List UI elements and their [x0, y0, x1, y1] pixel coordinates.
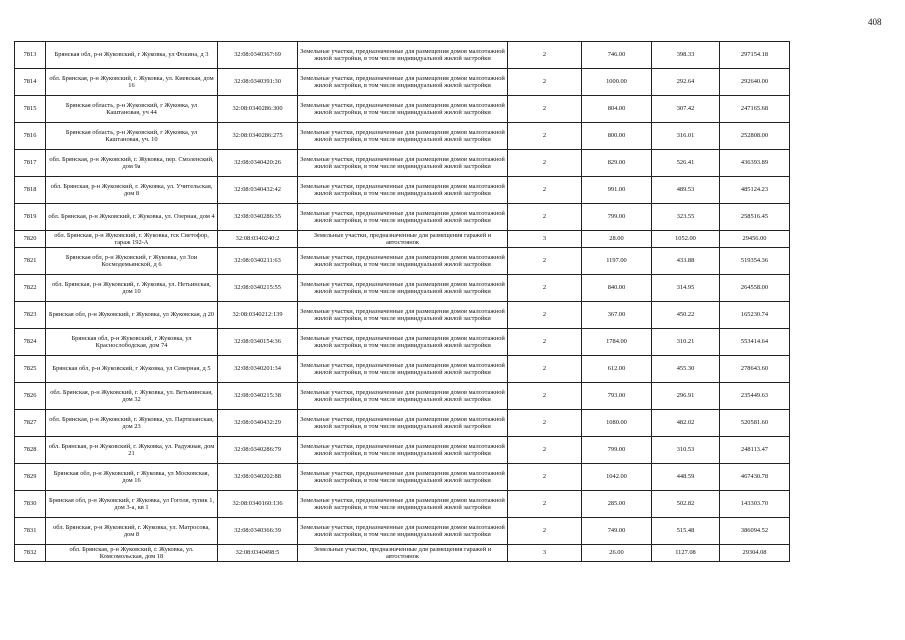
specific-value-cell: 502.82	[652, 491, 720, 518]
group-cell: 2	[508, 437, 582, 464]
address-cell: обл. Брянская, р-н Жуковский, г. Жуковка, ул. Партизанская, дом 23	[46, 410, 218, 437]
cadastral-number-cell: 32:08:0340498:5	[218, 545, 298, 562]
specific-value-cell: 433.88	[652, 248, 720, 275]
group-cell: 2	[508, 410, 582, 437]
group-cell: 2	[508, 464, 582, 491]
specific-value-cell: 1127.08	[652, 545, 720, 562]
address-cell: обл. Брянская, р-н Жуковский, г. Жуковка, ул. Учительская, дом 8	[46, 177, 218, 204]
cadastral-value-cell: 165230.74	[720, 302, 790, 329]
group-cell: 2	[508, 491, 582, 518]
land-use-cell: Земельные участки, предназначенные для размещения домов малоэтажной жилой застройки, в том числе индивидуальной жилой застройки	[298, 302, 508, 329]
specific-value-cell: 482.02	[652, 410, 720, 437]
area-cell: 612.00	[582, 356, 652, 383]
row-number-cell: 7827	[15, 410, 46, 437]
group-cell: 2	[508, 42, 582, 69]
land-use-cell: Земельные участки, предназначенные для размещения домов малоэтажной жилой застройки, в том числе индивидуальной жилой застройки	[298, 410, 508, 437]
area-cell: 28.00	[582, 231, 652, 248]
table-row	[15, 518, 881, 545]
cadastral-number-cell: 32:08:0340286:275	[218, 123, 298, 150]
land-use-cell: Земельные участки, предназначенные для размещения домов малоэтажной жилой застройки, в том числе индивидуальной жилой застройки	[298, 356, 508, 383]
table-row	[15, 545, 881, 562]
group-cell: 2	[508, 96, 582, 123]
land-use-cell: Земельные участки, предназначенные для размещения домов малоэтажной жилой застройки, в том числе индивидуальной жилой застройки	[298, 383, 508, 410]
address-cell: Брянская обл, р-н Жуковский, г Жуковка, ул Фокина, д 3	[46, 42, 218, 69]
group-cell: 2	[508, 383, 582, 410]
cadastral-value-cell: 29304.08	[720, 545, 790, 562]
area-cell: 804.00	[582, 96, 652, 123]
specific-value-cell: 296.91	[652, 383, 720, 410]
address-cell: Брянская область, р-н Жуковский, г Жуковка, ул Каштановая, уч. 10	[46, 123, 218, 150]
address-cell: Брянская обл, р-н Жуковский, г Жуковка, ул Краснослободская, дом 74	[46, 329, 218, 356]
cadastral-number-cell: 32:08:0340391:30	[218, 69, 298, 96]
specific-value-cell: 314.95	[652, 275, 720, 302]
group-cell: 2	[508, 275, 582, 302]
land-use-cell: Земельные участки, предназначенные для размещения домов малоэтажной жилой застройки, в том числе индивидуальной жилой застройки	[298, 69, 508, 96]
land-use-cell: Земельные участки, предназначенные для размещения домов малоэтажной жилой застройки, в том числе индивидуальной жилой застройки	[298, 437, 508, 464]
address-cell: Брянская обл, р-н Жуковский, г Жуковка, ул Гоголя, тупик 1, дом 3-а, кв 1	[46, 491, 218, 518]
table-row	[15, 356, 881, 383]
table-row	[15, 231, 881, 248]
group-cell: 2	[508, 518, 582, 545]
area-cell: 793.00	[582, 383, 652, 410]
land-use-cell: Земельные участки, предназначенные для размещения домов малоэтажной жилой застройки, в том числе индивидуальной жилой застройки	[298, 275, 508, 302]
address-cell: обл. Брянская, р-н Жуковский, г. Жуковка, ул. Радужная, дом 21	[46, 437, 218, 464]
cadastral-value-cell: 467430.78	[720, 464, 790, 491]
cadastral-number-cell: 32:08:0340160:136	[218, 491, 298, 518]
table-row	[15, 329, 881, 356]
cadastral-number-cell: 32:08:0340286:35	[218, 204, 298, 231]
address-cell: Брянская обл, р-н Жуковский, г Жуковка, ул Северная, д 5	[46, 356, 218, 383]
group-cell: 2	[508, 69, 582, 96]
specific-value-cell: 489.53	[652, 177, 720, 204]
cadastral-value-cell: 29456.00	[720, 231, 790, 248]
cadastral-number-cell: 32:08:0340212:139	[218, 302, 298, 329]
group-cell: 3	[508, 231, 582, 248]
land-use-cell: Земельные участки, предназначенные для размещения домов малоэтажной жилой застройки, в том числе индивидуальной жилой застройки	[298, 150, 508, 177]
row-number-cell: 7825	[15, 356, 46, 383]
area-cell: 746.00	[582, 42, 652, 69]
cadastral-number-cell: 32:08:0340201:34	[218, 356, 298, 383]
cadastral-number-cell: 32:08:0340286:79	[218, 437, 298, 464]
cadastral-value-cell: 278643.60	[720, 356, 790, 383]
cadastral-number-cell: 32:08:0340154:36	[218, 329, 298, 356]
address-cell: обл. Брянская, р-н Жуковский, г. Жуковка, ул. Нетьинская, дом 10	[46, 275, 218, 302]
table-row	[15, 177, 881, 204]
group-cell: 2	[508, 123, 582, 150]
address-cell: обл. Брянская, р-н Жуковский, г. Жуковка, ул. Озерная, дом 4	[46, 204, 218, 231]
row-number-cell: 7814	[15, 69, 46, 96]
specific-value-cell: 323.55	[652, 204, 720, 231]
row-number-cell: 7818	[15, 177, 46, 204]
cadastral-value-cell: 520581.60	[720, 410, 790, 437]
cadastral-number-cell: 32:08:0340366:39	[218, 518, 298, 545]
row-number-cell: 7822	[15, 275, 46, 302]
specific-value-cell: 526.41	[652, 150, 720, 177]
cadastral-number-cell: 32:08:0340202:88	[218, 464, 298, 491]
area-cell: 285.00	[582, 491, 652, 518]
address-cell: Брянская обл, р-н Жуковский, г Жуковка, ул Жуковская, д 20	[46, 302, 218, 329]
row-number-cell: 7826	[15, 383, 46, 410]
row-number-cell: 7829	[15, 464, 46, 491]
specific-value-cell: 455.30	[652, 356, 720, 383]
land-use-cell: Земельные участки, предназначенные для размещения домов малоэтажной жилой застройки, в том числе индивидуальной жилой застройки	[298, 329, 508, 356]
group-cell: 2	[508, 248, 582, 275]
cadastral-number-cell: 32:08:0340286:300	[218, 96, 298, 123]
area-cell: 367.00	[582, 302, 652, 329]
land-use-cell: Земельные участки, предназначенные для размещения домов малоэтажной жилой застройки, в том числе индивидуальной жилой застройки	[298, 248, 508, 275]
cadastral-value-cell: 297154.18	[720, 42, 790, 69]
cadastral-number-cell: 32:08:0340432:42	[218, 177, 298, 204]
cadastral-value-cell: 143303.70	[720, 491, 790, 518]
cadastral-number-cell: 32:08:0340367:69	[218, 42, 298, 69]
land-cadastral-value-table	[14, 41, 881, 562]
group-cell: 2	[508, 150, 582, 177]
address-cell: Брянская обл, р-н Жуковский, г Жуковка, ул Московская, дом 16	[46, 464, 218, 491]
cadastral-number-cell: 32:08:0340240:2	[218, 231, 298, 248]
area-cell: 1000.00	[582, 69, 652, 96]
area-cell: 829.00	[582, 150, 652, 177]
row-number-cell: 7828	[15, 437, 46, 464]
page-number: 408	[868, 17, 882, 27]
land-use-cell: Земельные участки, предназначенные для размещения домов малоэтажной жилой застройки, в том числе индивидуальной жилой застройки	[298, 123, 508, 150]
cadastral-value-cell: 247165.68	[720, 96, 790, 123]
land-use-cell: Земельные участки, предназначенные для размещения домов малоэтажной жилой застройки, в том числе индивидуальной жилой застройки	[298, 42, 508, 69]
group-cell: 2	[508, 177, 582, 204]
specific-value-cell: 398.33	[652, 42, 720, 69]
row-number-cell: 7830	[15, 491, 46, 518]
cadastral-value-cell: 292640.00	[720, 69, 790, 96]
address-cell: Брянская обл, р-н Жуковский, г Жуковка, ул Зои Космодемьянской, д 6	[46, 248, 218, 275]
area-cell: 1042.00	[582, 464, 652, 491]
table-row	[15, 464, 881, 491]
area-cell: 800.00	[582, 123, 652, 150]
specific-value-cell: 450.22	[652, 302, 720, 329]
row-number-cell: 7821	[15, 248, 46, 275]
group-cell: 3	[508, 545, 582, 562]
address-cell: обл. Брянская, р-н Жуковский, г. Жуковка, ул. Киевская, дом 16	[46, 69, 218, 96]
area-cell: 26.00	[582, 545, 652, 562]
cadastral-value-cell: 386094.52	[720, 518, 790, 545]
row-number-cell: 7823	[15, 302, 46, 329]
land-use-cell: Земельные участки, предназначенные для размещения гаражей и автостоянок	[298, 545, 508, 562]
cadastral-value-cell: 519354.36	[720, 248, 790, 275]
area-cell: 799.00	[582, 437, 652, 464]
address-cell: обл. Брянская, р-н Жуковский, г. Жуковка, ул. Матросова, дом 8	[46, 518, 218, 545]
table-row	[15, 69, 881, 96]
cadastral-number-cell: 32:08:0340215:38	[218, 383, 298, 410]
cadastral-number-cell: 32:08:0340211:63	[218, 248, 298, 275]
row-number-cell: 7832	[15, 545, 46, 562]
table-row	[15, 248, 881, 275]
area-cell: 840.00	[582, 275, 652, 302]
address-cell: обл. Брянская, р-н Жуковский, г. Жуковка, ул. Комсомольская, дом 18	[46, 545, 218, 562]
table-row	[15, 96, 881, 123]
cadastral-value-cell: 248113.47	[720, 437, 790, 464]
table-row	[15, 302, 881, 329]
specific-value-cell: 515.48	[652, 518, 720, 545]
row-number-cell: 7824	[15, 329, 46, 356]
table-row	[15, 491, 881, 518]
land-use-cell: Земельные участки, предназначенные для размещения домов малоэтажной жилой застройки, в том числе индивидуальной жилой застройки	[298, 96, 508, 123]
cadastral-number-cell: 32:08:0340432:29	[218, 410, 298, 437]
group-cell: 2	[508, 356, 582, 383]
land-use-cell: Земельные участки, предназначенные для размещения гаражей и автостоянок	[298, 231, 508, 248]
area-cell: 799.00	[582, 204, 652, 231]
address-cell: обл. Брянская, р-н Жуковский, г. Жуковка, ул. Ветьминская, дом 32	[46, 383, 218, 410]
table-row	[15, 410, 881, 437]
land-use-cell: Земельные участки, предназначенные для размещения домов малоэтажной жилой застройки, в том числе индивидуальной жилой застройки	[298, 204, 508, 231]
area-cell: 991.00	[582, 177, 652, 204]
cadastral-value-cell: 258516.45	[720, 204, 790, 231]
specific-value-cell: 316.01	[652, 123, 720, 150]
area-cell: 749.00	[582, 518, 652, 545]
area-cell: 1784.00	[582, 329, 652, 356]
address-cell: Брянская область, р-н Жуковский, г Жуковка, ул Каштановая, уч 44	[46, 96, 218, 123]
group-cell: 2	[508, 329, 582, 356]
cadastral-value-cell: 235449.63	[720, 383, 790, 410]
table-row	[15, 383, 881, 410]
cadastral-number-cell: 32:08:0340215:55	[218, 275, 298, 302]
specific-value-cell: 448.59	[652, 464, 720, 491]
specific-value-cell: 307.42	[652, 96, 720, 123]
row-number-cell: 7817	[15, 150, 46, 177]
row-number-cell: 7816	[15, 123, 46, 150]
specific-value-cell: 1052.00	[652, 231, 720, 248]
table-row	[15, 42, 881, 69]
cadastral-value-cell: 436393.89	[720, 150, 790, 177]
row-number-cell: 7815	[15, 96, 46, 123]
table-row	[15, 150, 881, 177]
area-cell: 1197.00	[582, 248, 652, 275]
group-cell: 2	[508, 302, 582, 329]
address-cell: обл. Брянская, р-н Жуковский, г. Жуковка, пер. Смоленский, дом 9а	[46, 150, 218, 177]
table-body	[15, 42, 881, 562]
land-use-cell: Земельные участки, предназначенные для размещения домов малоэтажной жилой застройки, в том числе индивидуальной жилой застройки	[298, 491, 508, 518]
specific-value-cell: 310.53	[652, 437, 720, 464]
row-number-cell: 7819	[15, 204, 46, 231]
land-use-cell: Земельные участки, предназначенные для размещения домов малоэтажной жилой застройки, в том числе индивидуальной жилой застройки	[298, 177, 508, 204]
row-number-cell: 7820	[15, 231, 46, 248]
land-use-cell: Земельные участки, предназначенные для размещения домов малоэтажной жилой застройки, в том числе индивидуальной жилой застройки	[298, 464, 508, 491]
row-number-cell: 7813	[15, 42, 46, 69]
cadastral-value-cell: 264558.00	[720, 275, 790, 302]
specific-value-cell: 292.64	[652, 69, 720, 96]
table-row	[15, 275, 881, 302]
area-cell: 1080.00	[582, 410, 652, 437]
cadastral-number-cell: 32:08:0340420:26	[218, 150, 298, 177]
table-row	[15, 204, 881, 231]
group-cell: 2	[508, 204, 582, 231]
table-row	[15, 437, 881, 464]
row-number-cell: 7831	[15, 518, 46, 545]
table-row	[15, 123, 881, 150]
address-cell: обл. Брянская, р-н Жуковский, г. Жуковка, гск Светофор, гараж 192-А	[46, 231, 218, 248]
cadastral-value-cell: 485124.23	[720, 177, 790, 204]
specific-value-cell: 310.21	[652, 329, 720, 356]
cadastral-value-cell: 252808.00	[720, 123, 790, 150]
land-use-cell: Земельные участки, предназначенные для размещения домов малоэтажной жилой застройки, в том числе индивидуальной жилой застройки	[298, 518, 508, 545]
cadastral-value-cell: 553414.64	[720, 329, 790, 356]
